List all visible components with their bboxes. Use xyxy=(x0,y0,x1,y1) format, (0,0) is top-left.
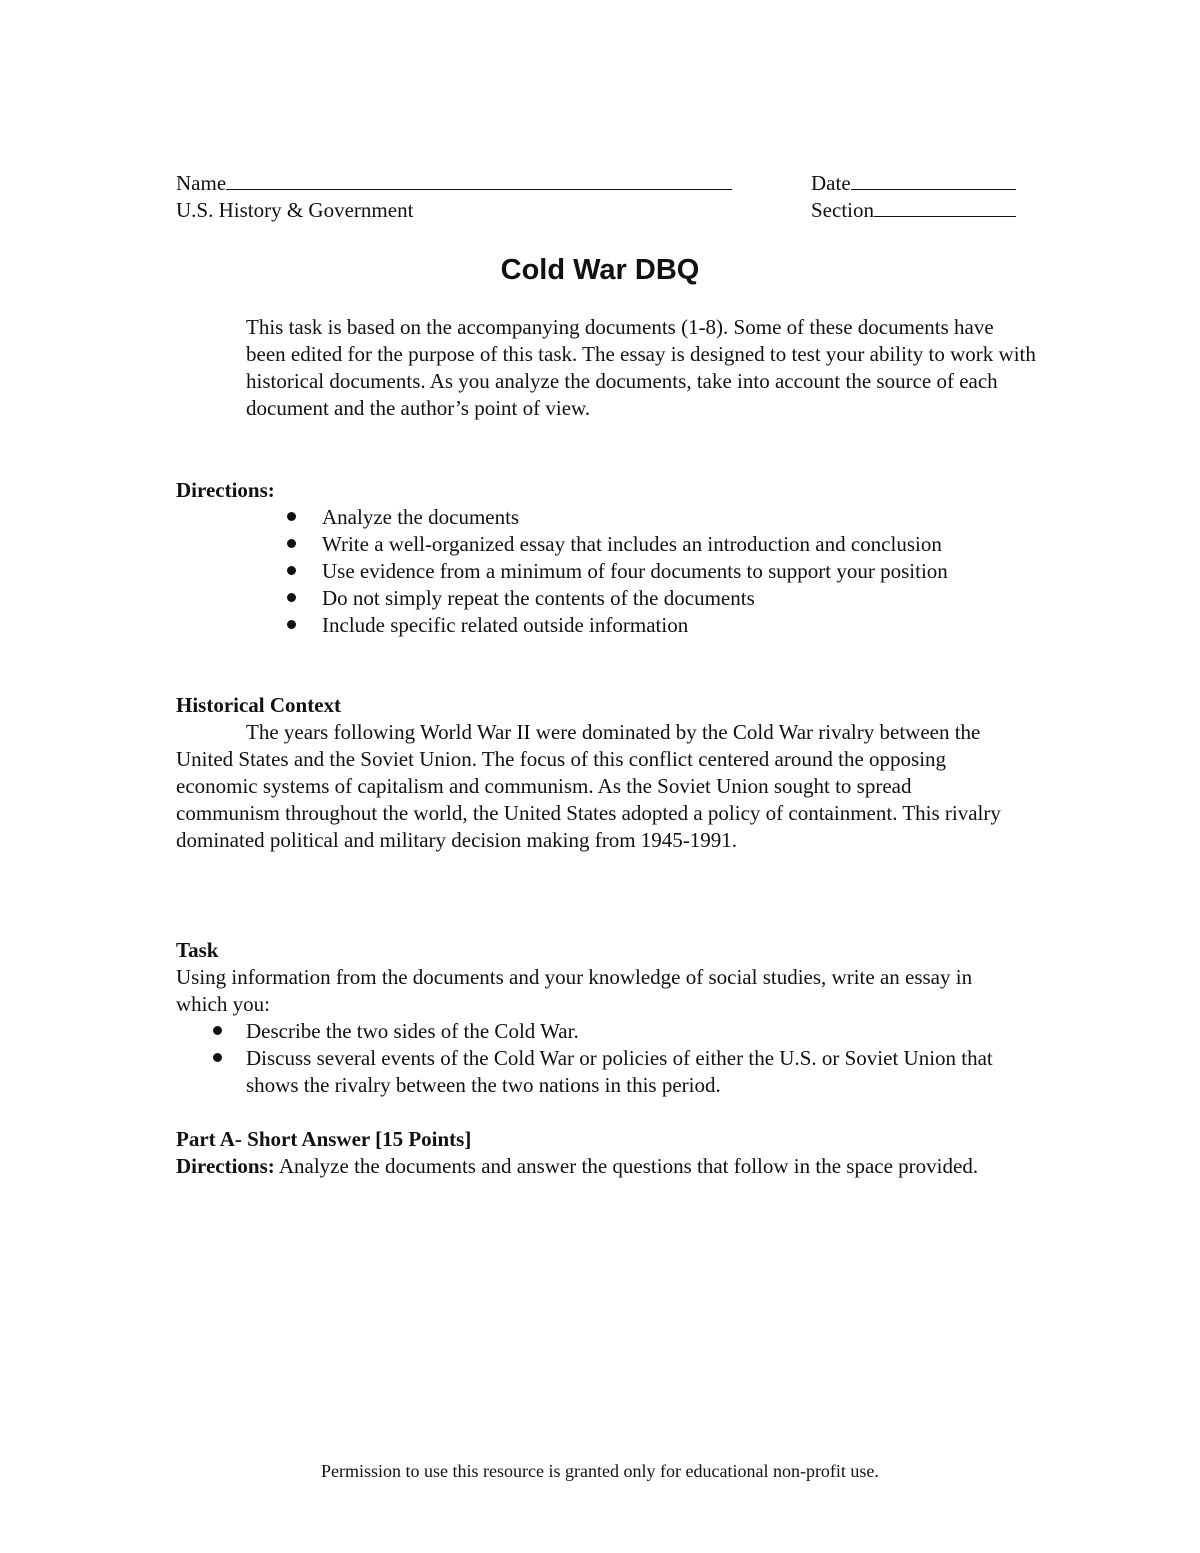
part-a-directions-text: Analyze the documents and answer the questions that follow in the space provided. xyxy=(274,1154,979,1178)
directions-heading: Directions: xyxy=(176,478,275,502)
date-field[interactable] xyxy=(851,170,1016,190)
list-item: Do not simply repeat the contents of the documents xyxy=(322,585,1042,612)
part-a-directions xyxy=(176,1153,1006,1180)
intro-paragraph: This task is based on the accompanying documents (1-8). Some of these documents have been edited for the purpose of this task. The essay is designed to test your ability to work with historical documents. As you analyze the documents, take into account the source of each document and the author’s point of view. xyxy=(246,315,1036,420)
section-line xyxy=(811,197,1016,224)
historical-context-text: The years following World War II were dominated by the Cold War rivalry between the United States and the Soviet Union. The focus of this conflict centered around the opposing economic systems of capitalism and communism. As the Soviet Union sought to spread communism throughout the world, the United States adopted a policy of containment. This rivalry dominated political and military decision making from 1945-1991. xyxy=(176,720,1001,852)
page-title: Cold War DBQ xyxy=(500,254,700,286)
bullet-icon xyxy=(287,620,296,629)
footer-permission: Permission to use this resource is granted only for educational non-profit use. xyxy=(321,1461,879,1481)
name-line xyxy=(176,170,732,197)
bullet-icon xyxy=(287,512,296,521)
directions-list xyxy=(322,504,1042,639)
section-field[interactable] xyxy=(874,197,1016,217)
bullet-icon xyxy=(213,1026,222,1035)
date-line xyxy=(811,170,1016,197)
part-a-heading: Part A- Short Answer [15 Points] xyxy=(176,1127,472,1151)
task-text: Using information from the documents and your knowledge of social studies, write an essay in which you: xyxy=(176,965,973,1016)
task-heading: Task xyxy=(176,938,219,962)
course-name: U.S. History & Government xyxy=(176,198,414,222)
list-item: Use evidence from a minimum of four documents to support your position xyxy=(322,558,962,585)
list-item: Describe the two sides of the Cold War. xyxy=(246,1018,996,1045)
part-a-directions-label: Directions: xyxy=(176,1154,275,1178)
date-label: Date xyxy=(811,171,851,195)
bullet-icon xyxy=(287,566,296,575)
name-field[interactable] xyxy=(226,170,732,190)
name-label: Name xyxy=(176,171,227,195)
list-item: Analyze the documents xyxy=(322,504,1042,531)
section-label: Section xyxy=(811,198,874,222)
bullet-icon xyxy=(287,539,296,548)
list-item: Include specific related outside information xyxy=(322,612,1042,639)
task-list xyxy=(246,1018,996,1099)
list-item: Write a well-organized essay that includes an introduction and conclusion xyxy=(322,531,1042,558)
bullet-icon xyxy=(287,593,296,602)
list-item: Discuss several events of the Cold War or policies of either the U.S. or Soviet Union that shows the rivalry between the two nations in this period. xyxy=(246,1045,996,1099)
bullet-icon xyxy=(213,1053,222,1062)
historical-context-heading: Historical Context xyxy=(176,693,342,717)
